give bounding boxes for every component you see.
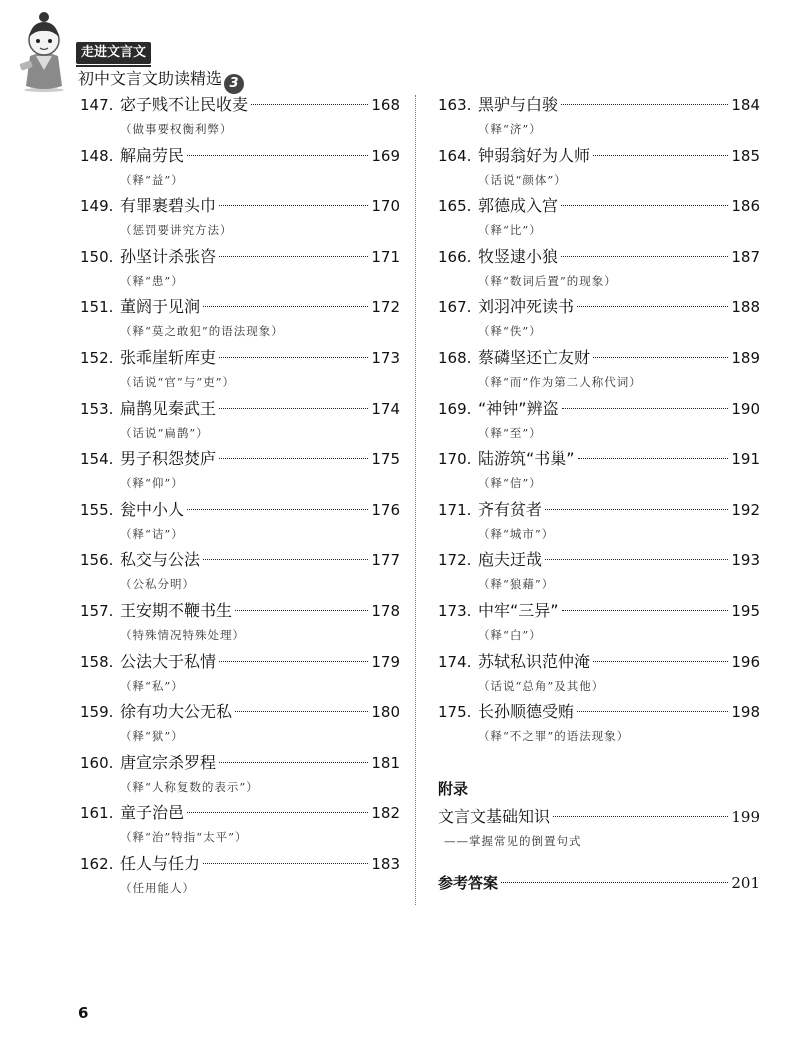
toc-entry[interactable] bbox=[80, 649, 400, 700]
entry-number: 154. bbox=[80, 450, 114, 469]
toc-entry[interactable] bbox=[80, 92, 400, 143]
entry-page: 187 bbox=[731, 247, 760, 266]
book-header bbox=[14, 10, 314, 90]
entry-subtitle: （释“城市”） bbox=[478, 526, 555, 541]
page-number: 6 bbox=[78, 1004, 89, 1022]
entry-number: 173. bbox=[438, 601, 472, 620]
entry-title: 唐宣宗杀罗程 bbox=[120, 752, 217, 772]
appendix-entry[interactable] bbox=[438, 804, 760, 830]
entry-title: 陆游筑“书巢” bbox=[478, 449, 575, 469]
leader-dots bbox=[219, 256, 368, 257]
entry-page: 184 bbox=[731, 96, 760, 114]
entry-subtitle: （话说“扁鹊”） bbox=[120, 425, 209, 440]
entry-page: 175 bbox=[371, 450, 400, 469]
entry-number: 160. bbox=[80, 753, 114, 772]
toc-entry[interactable] bbox=[438, 598, 760, 649]
entry-page: 190 bbox=[731, 399, 760, 418]
entry-subtitle: （释“信”） bbox=[478, 476, 542, 491]
leader-dots bbox=[501, 882, 728, 883]
leader-dots bbox=[187, 509, 368, 510]
entry-page: 196 bbox=[731, 652, 760, 671]
entry-subtitle: （释“狱”） bbox=[120, 729, 184, 744]
toc-left-column bbox=[80, 92, 400, 902]
entry-title: 任人与任力 bbox=[120, 853, 201, 873]
entry-number: 168. bbox=[438, 348, 472, 367]
entry-page: 173 bbox=[371, 348, 400, 367]
leader-dots bbox=[219, 762, 368, 763]
entry-subtitle: （释“益”） bbox=[120, 172, 184, 187]
entry-number: 155. bbox=[80, 500, 114, 519]
entry-subtitle: （惩罚要讲究方法） bbox=[120, 223, 233, 238]
toc-entry[interactable] bbox=[438, 143, 760, 194]
appendix-heading: 附录 bbox=[438, 780, 469, 798]
entry-number: 165. bbox=[438, 197, 472, 216]
entry-subtitle: （释“佚”） bbox=[478, 324, 542, 339]
leader-dots bbox=[219, 357, 368, 358]
entry-number: 164. bbox=[438, 146, 472, 165]
entry-page: 181 bbox=[371, 753, 400, 772]
toc-entry[interactable] bbox=[80, 244, 400, 295]
toc-entry[interactable] bbox=[438, 396, 760, 447]
entry-number: 158. bbox=[80, 652, 114, 671]
answers-entry[interactable] bbox=[438, 872, 760, 898]
entry-page: 195 bbox=[731, 601, 760, 620]
entry-title: 有罪裹碧头巾 bbox=[120, 196, 217, 216]
entry-number: 172. bbox=[438, 551, 472, 570]
toc-right-column bbox=[438, 92, 760, 750]
entry-page: 185 bbox=[731, 146, 760, 165]
entry-title: 私交与公法 bbox=[120, 550, 201, 570]
leader-dots bbox=[219, 661, 368, 662]
entry-subtitle: （话说“颜体”） bbox=[478, 172, 567, 187]
appendix-entry-title: 文言文基础知识 bbox=[438, 807, 551, 826]
toc-entry[interactable] bbox=[438, 294, 760, 345]
entry-title: 钟弱翁好为人师 bbox=[478, 145, 591, 165]
leader-dots bbox=[553, 816, 728, 817]
entry-page: 192 bbox=[731, 500, 760, 519]
series-title-text: 初中文言文助读精选 bbox=[78, 69, 223, 88]
toc-entry[interactable] bbox=[438, 345, 760, 396]
entry-subtitle: （释“治”特指“太平”） bbox=[120, 830, 248, 845]
entry-page: 170 bbox=[371, 197, 400, 216]
entry-title: 张乖崖斩库吏 bbox=[120, 347, 217, 367]
toc-entry[interactable] bbox=[80, 446, 400, 497]
entry-title: 中牢“三异” bbox=[478, 600, 559, 620]
entry-page: 178 bbox=[371, 601, 400, 620]
scholar-mascot-icon bbox=[14, 10, 74, 92]
entry-subtitle: （释“患”） bbox=[120, 273, 184, 288]
entry-subtitle: （释“而”作为第二人称代词） bbox=[478, 374, 642, 389]
entry-title: 庖夫迂哉 bbox=[478, 550, 543, 570]
entry-title: 徐有功大公无私 bbox=[120, 702, 233, 722]
entry-subtitle: （话说“总角”及其他） bbox=[478, 678, 605, 693]
toc-entry[interactable] bbox=[80, 699, 400, 750]
toc-entry[interactable] bbox=[80, 547, 400, 598]
entry-subtitle: （释“白”） bbox=[478, 627, 542, 642]
toc-entry[interactable] bbox=[80, 294, 400, 345]
leader-dots bbox=[593, 661, 728, 662]
entry-title: 牧竖逮小狼 bbox=[478, 246, 559, 266]
leader-dots bbox=[545, 559, 728, 560]
appendix-entry-subtitle: ——掌握常见的倒置句式 bbox=[444, 834, 582, 848]
toc-entry[interactable] bbox=[438, 446, 760, 497]
entry-title: 刘羽冲死读书 bbox=[478, 297, 575, 317]
entry-number: 162. bbox=[80, 854, 114, 873]
entry-page: 172 bbox=[371, 298, 400, 317]
entry-page: 169 bbox=[371, 146, 400, 165]
entry-number: 156. bbox=[80, 551, 114, 570]
entry-page: 174 bbox=[371, 399, 400, 418]
entry-subtitle: （特殊情况特殊处理） bbox=[120, 627, 245, 642]
entry-number: 150. bbox=[80, 247, 114, 266]
toc-entry[interactable] bbox=[438, 92, 760, 143]
toc-entry[interactable] bbox=[438, 649, 760, 700]
entry-subtitle: （话说“官”与“吏”） bbox=[120, 374, 236, 389]
toc-entry[interactable] bbox=[80, 750, 400, 801]
entry-title: 董阏于见涧 bbox=[120, 297, 201, 317]
entry-page: 188 bbox=[731, 298, 760, 317]
leader-dots bbox=[578, 458, 729, 459]
toc-entry[interactable] bbox=[80, 345, 400, 396]
entry-subtitle: （公私分明） bbox=[120, 577, 195, 592]
entry-number: 157. bbox=[80, 601, 114, 620]
toc-entry[interactable] bbox=[80, 396, 400, 447]
entry-page: 183 bbox=[371, 854, 400, 873]
answers-title: 参考答案 bbox=[438, 874, 499, 892]
leader-dots bbox=[219, 205, 368, 206]
entry-number: 175. bbox=[438, 703, 472, 722]
entry-title: 黑驴与白骏 bbox=[478, 95, 559, 114]
leader-dots bbox=[561, 256, 728, 257]
column-divider bbox=[415, 95, 416, 905]
entry-number: 163. bbox=[438, 96, 472, 114]
leader-dots bbox=[561, 104, 728, 105]
entry-title: 童子治邑 bbox=[120, 803, 185, 823]
entry-number: 153. bbox=[80, 399, 114, 418]
entry-subtitle: （释“莫之敢犯”的语法现象） bbox=[120, 324, 284, 339]
entry-title: 宓子贱不让民收麦 bbox=[120, 95, 249, 114]
entry-number: 167. bbox=[438, 298, 472, 317]
entry-title: 齐有贫者 bbox=[478, 499, 543, 519]
entry-title: 王安期不鞭书生 bbox=[120, 600, 233, 620]
entry-number: 171. bbox=[438, 500, 472, 519]
leader-dots bbox=[251, 104, 368, 105]
entry-subtitle: （释“比”） bbox=[478, 223, 542, 238]
entry-number: 159. bbox=[80, 703, 114, 722]
entry-page: 186 bbox=[731, 197, 760, 216]
leader-dots bbox=[187, 155, 368, 156]
entry-page: 191 bbox=[731, 450, 760, 469]
leader-dots bbox=[577, 306, 728, 307]
toc-entry[interactable] bbox=[438, 547, 760, 598]
entry-number: 166. bbox=[438, 247, 472, 266]
entry-page: 177 bbox=[371, 551, 400, 570]
leader-dots bbox=[187, 812, 368, 813]
entry-subtitle: （释“诘”） bbox=[120, 526, 184, 541]
leader-dots bbox=[593, 357, 728, 358]
entry-title: 瓮中小人 bbox=[120, 499, 185, 519]
entry-subtitle: （释“数词后置”的现象） bbox=[478, 273, 617, 288]
appendix-entry-page: 199 bbox=[731, 808, 760, 826]
entry-page: 182 bbox=[371, 804, 400, 823]
entry-title: 郭德成入宫 bbox=[478, 196, 559, 216]
entry-title: 蔡磷坚还亡友财 bbox=[478, 347, 591, 367]
entry-subtitle: （释“至”） bbox=[478, 425, 542, 440]
leader-dots bbox=[219, 458, 368, 459]
toc-entry[interactable] bbox=[80, 851, 400, 902]
entry-number: 174. bbox=[438, 652, 472, 671]
answers-page: 201 bbox=[731, 874, 760, 892]
entry-page: 179 bbox=[371, 652, 400, 671]
leader-dots bbox=[561, 205, 728, 206]
leader-dots bbox=[219, 408, 368, 409]
entry-number: 152. bbox=[80, 348, 114, 367]
toc-entry[interactable] bbox=[80, 143, 400, 194]
toc-entry[interactable] bbox=[438, 699, 760, 750]
entry-subtitle: （任用能人） bbox=[120, 880, 195, 895]
entry-number: 147. bbox=[80, 96, 114, 114]
entry-title: 扁鹊见秦武王 bbox=[120, 398, 217, 418]
entry-page: 193 bbox=[731, 551, 760, 570]
leader-dots bbox=[203, 559, 368, 560]
toc-entry[interactable] bbox=[80, 800, 400, 851]
entry-page: 180 bbox=[371, 703, 400, 722]
toc-entry[interactable] bbox=[80, 193, 400, 244]
toc-entry[interactable] bbox=[438, 244, 760, 295]
leader-dots bbox=[562, 408, 729, 409]
entry-page: 176 bbox=[371, 500, 400, 519]
entry-title: 苏轼私识范仲淹 bbox=[478, 651, 591, 671]
entry-number: 151. bbox=[80, 298, 114, 317]
series-brand: 走进文言文 bbox=[76, 42, 151, 64]
leader-dots bbox=[562, 610, 729, 611]
entry-title: “神钟”辨盗 bbox=[478, 398, 559, 418]
entry-title: 男子积怨焚庐 bbox=[120, 449, 217, 469]
series-title bbox=[78, 68, 244, 94]
entry-page: 189 bbox=[731, 348, 760, 367]
entry-number: 170. bbox=[438, 450, 472, 469]
entry-subtitle: （释“狼藉”） bbox=[478, 577, 555, 592]
leader-dots bbox=[203, 306, 368, 307]
entry-page: 198 bbox=[731, 703, 760, 722]
entry-title: 长孙顺德受贿 bbox=[478, 702, 575, 722]
entry-page: 168 bbox=[371, 96, 400, 114]
entry-title: 公法大于私情 bbox=[120, 651, 217, 671]
entry-subtitle: （释“仰”） bbox=[120, 476, 184, 491]
appendix-section bbox=[438, 778, 760, 898]
leader-dots bbox=[203, 863, 368, 864]
entry-page: 171 bbox=[371, 247, 400, 266]
entry-number: 149. bbox=[80, 197, 114, 216]
toc-entry[interactable] bbox=[438, 497, 760, 548]
entry-number: 169. bbox=[438, 399, 472, 418]
leader-dots bbox=[545, 509, 728, 510]
toc-entry[interactable] bbox=[80, 497, 400, 548]
entry-number: 148. bbox=[80, 146, 114, 165]
volume-badge: 3 bbox=[224, 74, 244, 94]
entry-subtitle: （释“不之罪”的语法现象） bbox=[478, 729, 630, 744]
leader-dots bbox=[235, 610, 368, 611]
toc-entry[interactable] bbox=[438, 193, 760, 244]
entry-title: 孙坚计杀张咨 bbox=[120, 246, 217, 266]
leader-dots bbox=[593, 155, 728, 156]
toc-entry[interactable] bbox=[80, 598, 400, 649]
entry-subtitle: （释“济”） bbox=[478, 122, 542, 136]
entry-number: 161. bbox=[80, 804, 114, 823]
entry-subtitle: （做事要权衡利弊） bbox=[120, 122, 233, 136]
entry-title: 解扁劳民 bbox=[120, 145, 185, 165]
leader-dots bbox=[235, 711, 368, 712]
entry-subtitle: （释“人称复数的表示”） bbox=[120, 779, 259, 794]
entry-subtitle: （释“私”） bbox=[120, 678, 184, 693]
leader-dots bbox=[577, 711, 728, 712]
